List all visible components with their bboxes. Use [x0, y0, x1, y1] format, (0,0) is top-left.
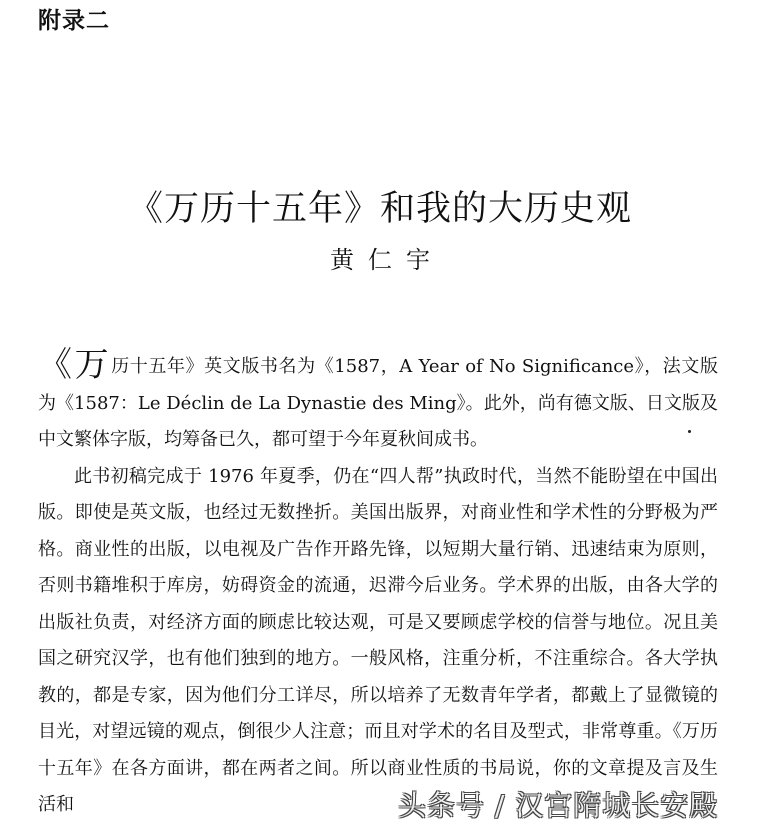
- scan-speck: [688, 430, 691, 433]
- paragraph-1: [38, 345, 718, 459]
- drop-cap: 《万: [38, 345, 112, 385]
- paragraph-2: 此书初稿完成于 1976 年夏季，仍在“四人帮”执政时代，当然不能盼望在中国出版。即使是英文版，也经过无数挫折。美国出版界，对商业性和学术性的分野极为严格。商业性的出版，以电视及广告作开路先锋，以短期大量行销、迅速结束为原则，否则书籍堆积于库房，妨碍资金的流通，迟滞今后业务。学术界的出版，由各大学的出版社负责，对经济方面的顾虑比较达观，可是又要顾虑学校的信誉与地位。况且美国之研究汉学，也有他们独到的地方。一般风格，注重分析，不注重综合。各大学执教的，都是专家，因为他们分工详尽，所以培养了无数青年学者，都戴上了显微镜的目光，对望远镜的观点，倒很少人注意；而且对学术的名目及型式，非常尊重。《万历十五年》在各方面讲，都在两者之间。所以商业性质的书局说，你的文章提及言及生活和: [38, 465, 718, 815]
- paragraph-1-text: 历十五年》英文版书名为《1587，A Year of No Significance》，法文版为《1587：Le Déclin de La Dynastie des Ming》。此外，尚有德文版、日文版及中文繁体字版，均筹备已久，都可望于今年夏秋间成书。: [38, 356, 718, 450]
- article-author: 黄仁宇: [330, 246, 444, 274]
- appendix-label: 附录二: [38, 8, 110, 34]
- article-title: 《万历十五年》和我的大历史观: [127, 189, 632, 230]
- article-body: [38, 345, 718, 824]
- watermark: 头条号 / 汉宫隋城长安殿: [398, 789, 719, 822]
